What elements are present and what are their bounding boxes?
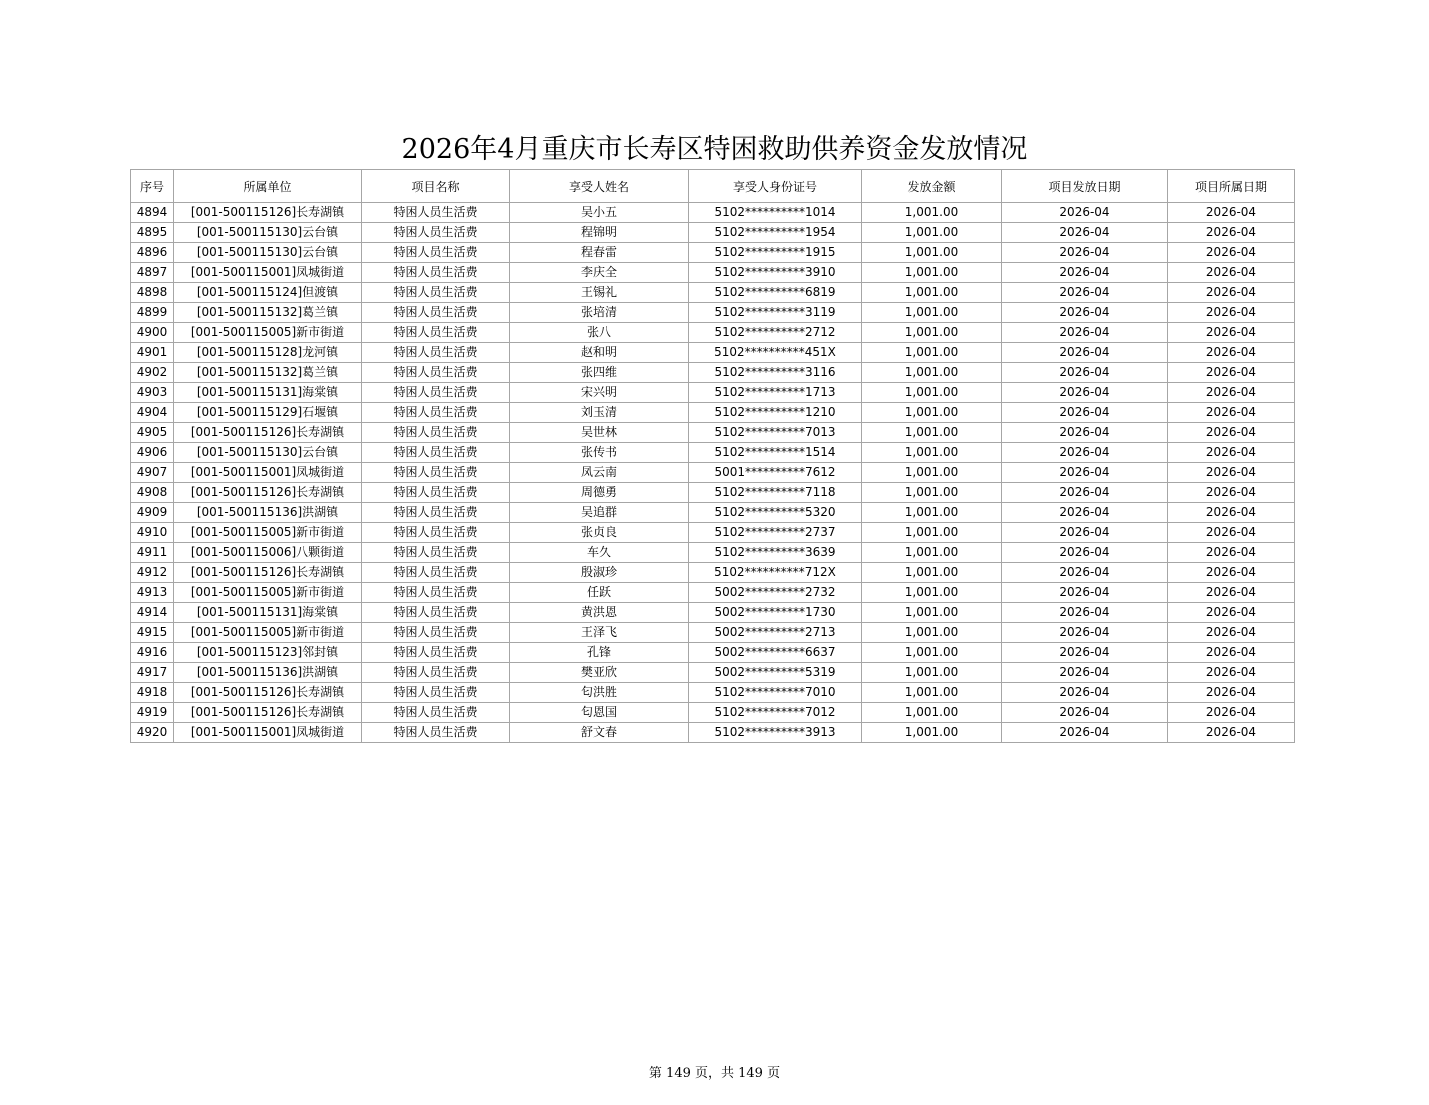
cell-id-number: 5102**********5320 [689, 503, 862, 523]
cell-project-name: 特困人员生活费 [362, 683, 510, 703]
cell-id-number: 5102**********7012 [689, 703, 862, 723]
cell-recipient-name: 张八 [510, 323, 689, 343]
cell-id-number: 5102**********1713 [689, 383, 862, 403]
cell-serial: 4920 [131, 723, 174, 743]
cell-period-date: 2026-04 [1168, 403, 1295, 423]
cell-serial: 4905 [131, 423, 174, 443]
table-row [131, 523, 1295, 543]
cell-id-number: 5102**********1514 [689, 443, 862, 463]
table-row [131, 223, 1295, 243]
cell-id-number: 5002**********5319 [689, 663, 862, 683]
header-project-name: 项目名称 [362, 170, 510, 203]
header-issue-date: 项目发放日期 [1002, 170, 1168, 203]
cell-serial: 4901 [131, 343, 174, 363]
cell-serial: 4894 [131, 203, 174, 223]
table-row [131, 583, 1295, 603]
cell-period-date: 2026-04 [1168, 363, 1295, 383]
cell-amount: 1,001.00 [862, 323, 1002, 343]
cell-period-date: 2026-04 [1168, 483, 1295, 503]
cell-period-date: 2026-04 [1168, 423, 1295, 443]
cell-project-name: 特困人员生活费 [362, 363, 510, 383]
cell-period-date: 2026-04 [1168, 283, 1295, 303]
cell-amount: 1,001.00 [862, 363, 1002, 383]
cell-issue-date: 2026-04 [1002, 683, 1168, 703]
cell-issue-date: 2026-04 [1002, 603, 1168, 623]
cell-recipient-name: 王泽飞 [510, 623, 689, 643]
cell-issue-date: 2026-04 [1002, 723, 1168, 743]
cell-project-name: 特困人员生活费 [362, 303, 510, 323]
table-row [131, 263, 1295, 283]
cell-serial: 4916 [131, 643, 174, 663]
cell-project-name: 特困人员生活费 [362, 723, 510, 743]
cell-recipient-name: 吴小五 [510, 203, 689, 223]
cell-recipient-name: 赵和明 [510, 343, 689, 363]
cell-unit: [001-500115005]新市街道 [174, 623, 362, 643]
cell-recipient-name: 张培清 [510, 303, 689, 323]
cell-amount: 1,001.00 [862, 603, 1002, 623]
cell-serial: 4917 [131, 663, 174, 683]
cell-amount: 1,001.00 [862, 243, 1002, 263]
cell-project-name: 特困人员生活费 [362, 383, 510, 403]
cell-recipient-name: 黄洪恩 [510, 603, 689, 623]
table-row [131, 243, 1295, 263]
header-amount: 发放金额 [862, 170, 1002, 203]
cell-period-date: 2026-04 [1168, 663, 1295, 683]
cell-issue-date: 2026-04 [1002, 343, 1168, 363]
document-title: 2026年4月重庆市长寿区特困救助供养资金发放情况 [401, 134, 1028, 165]
table-row [131, 203, 1295, 223]
cell-unit: [001-500115132]葛兰镇 [174, 363, 362, 383]
cell-period-date: 2026-04 [1168, 443, 1295, 463]
cell-unit: [001-500115001]凤城街道 [174, 723, 362, 743]
cell-id-number: 5002**********1730 [689, 603, 862, 623]
cell-period-date: 2026-04 [1168, 703, 1295, 723]
cell-issue-date: 2026-04 [1002, 623, 1168, 643]
cell-issue-date: 2026-04 [1002, 203, 1168, 223]
table-row [131, 303, 1295, 323]
cell-amount: 1,001.00 [862, 523, 1002, 543]
table-row [131, 603, 1295, 623]
cell-id-number: 5102**********7118 [689, 483, 862, 503]
cell-amount: 1,001.00 [862, 703, 1002, 723]
cell-unit: [001-500115001]凤城街道 [174, 463, 362, 483]
cell-serial: 4913 [131, 583, 174, 603]
cell-recipient-name: 凤云南 [510, 463, 689, 483]
cell-project-name: 特困人员生活费 [362, 343, 510, 363]
cell-issue-date: 2026-04 [1002, 443, 1168, 463]
cell-recipient-name: 王锡礼 [510, 283, 689, 303]
cell-id-number: 5002**********2713 [689, 623, 862, 643]
cell-issue-date: 2026-04 [1002, 263, 1168, 283]
cell-id-number: 5102**********3119 [689, 303, 862, 323]
cell-recipient-name: 匂恩国 [510, 703, 689, 723]
cell-unit: [001-500115132]葛兰镇 [174, 303, 362, 323]
cell-serial: 4903 [131, 383, 174, 403]
cell-recipient-name: 匂洪胜 [510, 683, 689, 703]
cell-id-number: 5102**********1210 [689, 403, 862, 423]
cell-issue-date: 2026-04 [1002, 663, 1168, 683]
cell-serial: 4895 [131, 223, 174, 243]
cell-serial: 4912 [131, 563, 174, 583]
cell-period-date: 2026-04 [1168, 323, 1295, 343]
cell-serial: 4900 [131, 323, 174, 343]
cell-project-name: 特困人员生活费 [362, 323, 510, 343]
table-row [131, 663, 1295, 683]
cell-amount: 1,001.00 [862, 643, 1002, 663]
cell-id-number: 5102**********451X [689, 343, 862, 363]
cell-issue-date: 2026-04 [1002, 643, 1168, 663]
table-row [131, 503, 1295, 523]
cell-period-date: 2026-04 [1168, 563, 1295, 583]
cell-unit: [001-500115006]八颗街道 [174, 543, 362, 563]
header-serial: 序号 [131, 170, 174, 203]
cell-serial: 4907 [131, 463, 174, 483]
cell-unit: [001-500115126]长寿湖镇 [174, 563, 362, 583]
cell-project-name: 特困人员生活费 [362, 523, 510, 543]
cell-unit: [001-500115001]凤城街道 [174, 263, 362, 283]
cell-recipient-name: 孔锋 [510, 643, 689, 663]
cell-period-date: 2026-04 [1168, 523, 1295, 543]
cell-period-date: 2026-04 [1168, 643, 1295, 663]
cell-issue-date: 2026-04 [1002, 283, 1168, 303]
cell-issue-date: 2026-04 [1002, 403, 1168, 423]
cell-id-number: 5102**********6819 [689, 283, 862, 303]
cell-period-date: 2026-04 [1168, 723, 1295, 743]
cell-issue-date: 2026-04 [1002, 563, 1168, 583]
cell-period-date: 2026-04 [1168, 543, 1295, 563]
table-row [131, 443, 1295, 463]
cell-amount: 1,001.00 [862, 583, 1002, 603]
cell-unit: [001-500115130]云台镇 [174, 443, 362, 463]
cell-id-number: 5102**********7013 [689, 423, 862, 443]
cell-project-name: 特困人员生活费 [362, 663, 510, 683]
cell-id-number: 5001**********7612 [689, 463, 862, 483]
cell-period-date: 2026-04 [1168, 263, 1295, 283]
cell-id-number: 5002**********2732 [689, 583, 862, 603]
cell-unit: [001-500115131]海棠镇 [174, 383, 362, 403]
cell-amount: 1,001.00 [862, 403, 1002, 423]
cell-unit: [001-500115126]长寿湖镇 [174, 703, 362, 723]
table-row [131, 283, 1295, 303]
cell-amount: 1,001.00 [862, 283, 1002, 303]
cell-serial: 4899 [131, 303, 174, 323]
page-footer: 第 149 页，共 149 页 [648, 1066, 781, 1081]
cell-project-name: 特困人员生活费 [362, 263, 510, 283]
header-period-date: 项目所属日期 [1168, 170, 1295, 203]
cell-recipient-name: 程锦明 [510, 223, 689, 243]
cell-unit: [001-500115005]新市街道 [174, 323, 362, 343]
cell-project-name: 特困人员生活费 [362, 503, 510, 523]
cell-amount: 1,001.00 [862, 263, 1002, 283]
header-id-number: 享受人身份证号 [689, 170, 862, 203]
cell-serial: 4914 [131, 603, 174, 623]
cell-serial: 4896 [131, 243, 174, 263]
cell-amount: 1,001.00 [862, 503, 1002, 523]
cell-serial: 4910 [131, 523, 174, 543]
cell-project-name: 特困人员生活费 [362, 623, 510, 643]
cell-period-date: 2026-04 [1168, 223, 1295, 243]
cell-project-name: 特困人员生活费 [362, 423, 510, 443]
cell-project-name: 特困人员生活费 [362, 203, 510, 223]
cell-recipient-name: 李庆全 [510, 263, 689, 283]
table-row [131, 483, 1295, 503]
cell-project-name: 特困人员生活费 [362, 403, 510, 423]
cell-serial: 4906 [131, 443, 174, 463]
cell-id-number: 5102**********1954 [689, 223, 862, 243]
cell-issue-date: 2026-04 [1002, 583, 1168, 603]
cell-serial: 4902 [131, 363, 174, 383]
cell-period-date: 2026-04 [1168, 463, 1295, 483]
table-row [131, 623, 1295, 643]
cell-issue-date: 2026-04 [1002, 483, 1168, 503]
cell-recipient-name: 任跃 [510, 583, 689, 603]
cell-unit: [001-500115131]海棠镇 [174, 603, 362, 623]
cell-amount: 1,001.00 [862, 563, 1002, 583]
cell-project-name: 特困人员生活费 [362, 463, 510, 483]
cell-issue-date: 2026-04 [1002, 523, 1168, 543]
cell-amount: 1,001.00 [862, 203, 1002, 223]
cell-amount: 1,001.00 [862, 723, 1002, 743]
cell-recipient-name: 吴世林 [510, 423, 689, 443]
cell-unit: [001-500115005]新市街道 [174, 523, 362, 543]
cell-issue-date: 2026-04 [1002, 363, 1168, 383]
cell-id-number: 5102**********1014 [689, 203, 862, 223]
table-row [131, 543, 1295, 563]
cell-unit: [001-500115136]洪湖镇 [174, 503, 362, 523]
cell-serial: 4911 [131, 543, 174, 563]
header-recipient-name: 享受人姓名 [510, 170, 689, 203]
cell-period-date: 2026-04 [1168, 343, 1295, 363]
table-row [131, 423, 1295, 443]
cell-issue-date: 2026-04 [1002, 463, 1168, 483]
cell-amount: 1,001.00 [862, 463, 1002, 483]
cell-period-date: 2026-04 [1168, 683, 1295, 703]
cell-period-date: 2026-04 [1168, 503, 1295, 523]
cell-id-number: 5002**********6637 [689, 643, 862, 663]
cell-unit: [001-500115126]长寿湖镇 [174, 423, 362, 443]
cell-id-number: 5102**********2712 [689, 323, 862, 343]
cell-amount: 1,001.00 [862, 543, 1002, 563]
table-row [131, 723, 1295, 743]
table-row [131, 683, 1295, 703]
cell-issue-date: 2026-04 [1002, 703, 1168, 723]
cell-recipient-name: 张四维 [510, 363, 689, 383]
cell-issue-date: 2026-04 [1002, 243, 1168, 263]
table-header-row [131, 170, 1295, 203]
cell-amount: 1,001.00 [862, 343, 1002, 363]
cell-unit: [001-500115129]石堰镇 [174, 403, 362, 423]
cell-id-number: 5102**********3639 [689, 543, 862, 563]
cell-unit: [001-500115128]龙河镇 [174, 343, 362, 363]
cell-amount: 1,001.00 [862, 303, 1002, 323]
table-row [131, 323, 1295, 343]
cell-recipient-name: 车久 [510, 543, 689, 563]
cell-serial: 4908 [131, 483, 174, 503]
cell-project-name: 特困人员生活费 [362, 603, 510, 623]
cell-id-number: 5102**********1915 [689, 243, 862, 263]
table-row [131, 463, 1295, 483]
cell-project-name: 特困人员生活费 [362, 283, 510, 303]
table-row [131, 643, 1295, 663]
cell-id-number: 5102**********2737 [689, 523, 862, 543]
cell-project-name: 特困人员生活费 [362, 443, 510, 463]
cell-amount: 1,001.00 [862, 443, 1002, 463]
cell-project-name: 特困人员生活费 [362, 703, 510, 723]
cell-unit: [001-500115126]长寿湖镇 [174, 483, 362, 503]
cell-recipient-name: 吴追群 [510, 503, 689, 523]
cell-project-name: 特困人员生活费 [362, 483, 510, 503]
cell-issue-date: 2026-04 [1002, 323, 1168, 343]
cell-recipient-name: 张传书 [510, 443, 689, 463]
cell-recipient-name: 宋兴明 [510, 383, 689, 403]
cell-amount: 1,001.00 [862, 423, 1002, 443]
cell-amount: 1,001.00 [862, 623, 1002, 643]
cell-issue-date: 2026-04 [1002, 503, 1168, 523]
cell-project-name: 特困人员生活费 [362, 223, 510, 243]
cell-serial: 4897 [131, 263, 174, 283]
cell-period-date: 2026-04 [1168, 383, 1295, 403]
cell-serial: 4909 [131, 503, 174, 523]
cell-project-name: 特困人员生活费 [362, 563, 510, 583]
cell-amount: 1,001.00 [862, 483, 1002, 503]
cell-amount: 1,001.00 [862, 223, 1002, 243]
table-row [131, 383, 1295, 403]
cell-project-name: 特困人员生活费 [362, 643, 510, 663]
cell-id-number: 5102**********7010 [689, 683, 862, 703]
table-row [131, 363, 1295, 383]
cell-amount: 1,001.00 [862, 663, 1002, 683]
cell-unit: [001-500115126]长寿湖镇 [174, 683, 362, 703]
table-row [131, 403, 1295, 423]
cell-period-date: 2026-04 [1168, 303, 1295, 323]
cell-recipient-name: 殷淑珍 [510, 563, 689, 583]
cell-unit: [001-500115123]邻封镇 [174, 643, 362, 663]
cell-period-date: 2026-04 [1168, 623, 1295, 643]
cell-recipient-name: 周德勇 [510, 483, 689, 503]
cell-period-date: 2026-04 [1168, 603, 1295, 623]
cell-period-date: 2026-04 [1168, 583, 1295, 603]
cell-id-number: 5102**********712X [689, 563, 862, 583]
cell-serial: 4915 [131, 623, 174, 643]
data-table [130, 169, 1295, 743]
cell-unit: [001-500115130]云台镇 [174, 243, 362, 263]
cell-unit: [001-500115124]但渡镇 [174, 283, 362, 303]
cell-issue-date: 2026-04 [1002, 423, 1168, 443]
cell-recipient-name: 刘玉清 [510, 403, 689, 423]
cell-issue-date: 2026-04 [1002, 383, 1168, 403]
table-row [131, 703, 1295, 723]
cell-issue-date: 2026-04 [1002, 223, 1168, 243]
cell-serial: 4904 [131, 403, 174, 423]
cell-period-date: 2026-04 [1168, 243, 1295, 263]
cell-id-number: 5102**********3116 [689, 363, 862, 383]
cell-recipient-name: 程春雷 [510, 243, 689, 263]
cell-recipient-name: 张贞良 [510, 523, 689, 543]
table-row [131, 343, 1295, 363]
cell-project-name: 特困人员生活费 [362, 243, 510, 263]
cell-serial: 4918 [131, 683, 174, 703]
cell-id-number: 5102**********3913 [689, 723, 862, 743]
cell-issue-date: 2026-04 [1002, 543, 1168, 563]
cell-amount: 1,001.00 [862, 683, 1002, 703]
cell-amount: 1,001.00 [862, 383, 1002, 403]
cell-unit: [001-500115136]洪湖镇 [174, 663, 362, 683]
cell-unit: [001-500115126]长寿湖镇 [174, 203, 362, 223]
cell-unit: [001-500115130]云台镇 [174, 223, 362, 243]
cell-issue-date: 2026-04 [1002, 303, 1168, 323]
cell-recipient-name: 舒文春 [510, 723, 689, 743]
table-row [131, 563, 1295, 583]
table-body [131, 203, 1295, 743]
cell-unit: [001-500115005]新市街道 [174, 583, 362, 603]
cell-serial: 4898 [131, 283, 174, 303]
cell-recipient-name: 樊亚欣 [510, 663, 689, 683]
cell-period-date: 2026-04 [1168, 203, 1295, 223]
header-unit: 所属单位 [174, 170, 362, 203]
cell-project-name: 特困人员生活费 [362, 583, 510, 603]
cell-project-name: 特困人员生活费 [362, 543, 510, 563]
cell-serial: 4919 [131, 703, 174, 723]
cell-id-number: 5102**********3910 [689, 263, 862, 283]
